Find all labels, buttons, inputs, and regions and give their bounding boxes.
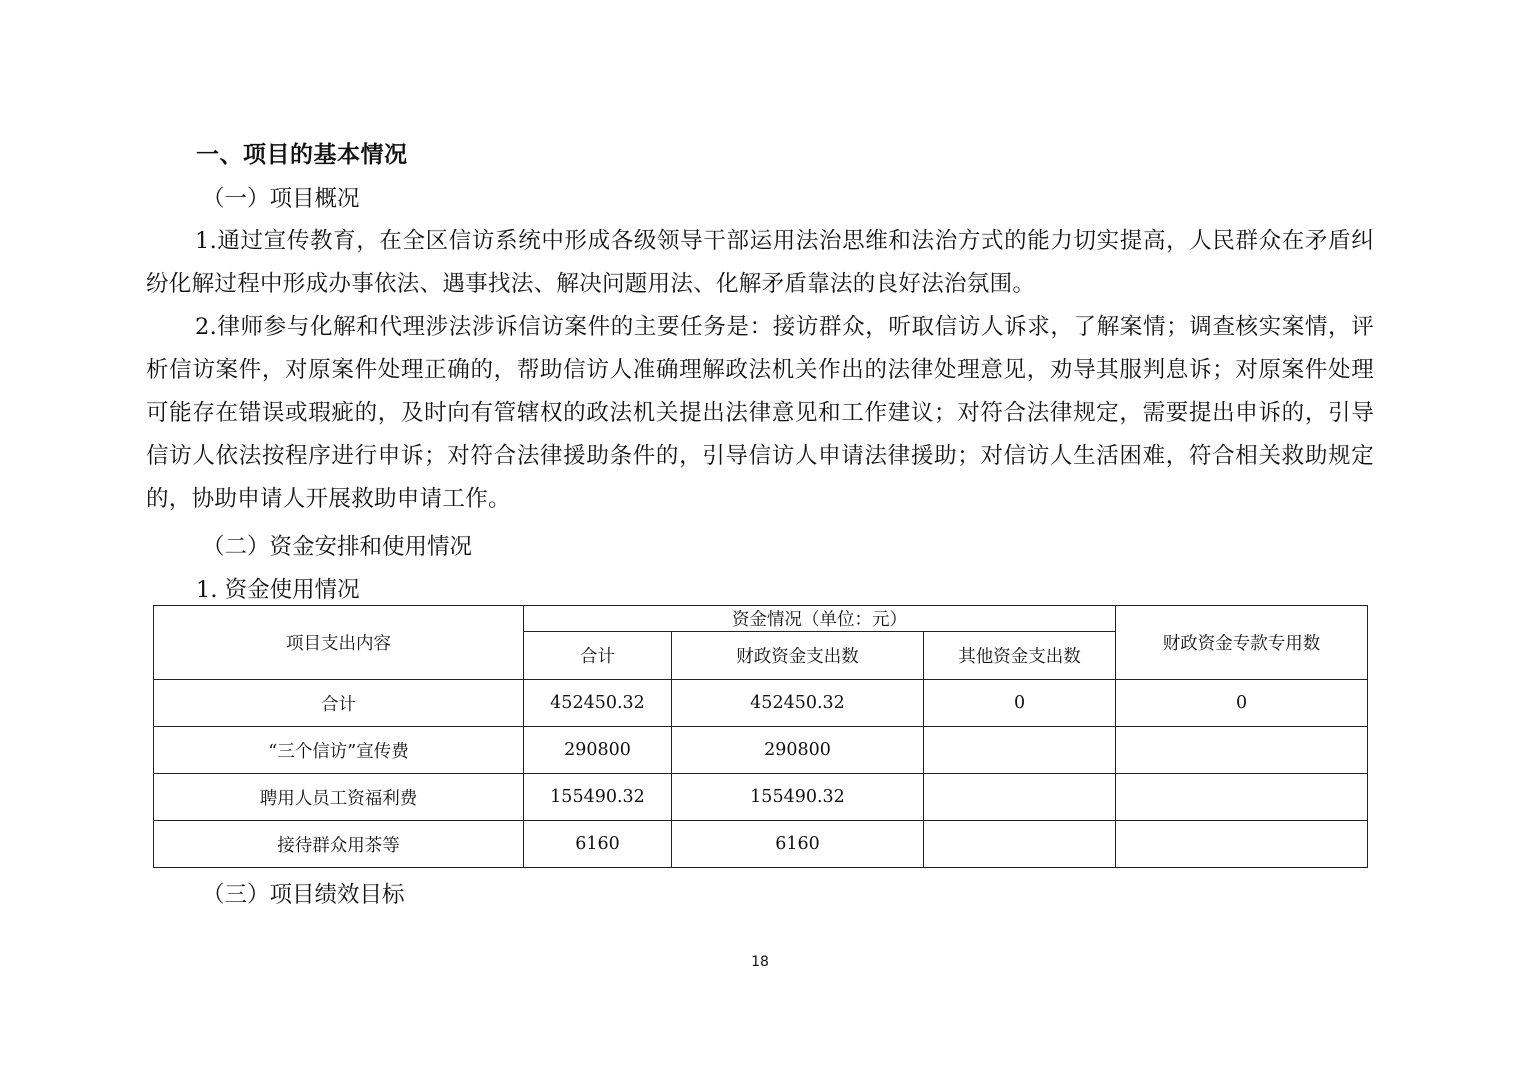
cell-other: 0 (924, 680, 1116, 727)
header-fund-group: 资金情况（单位：元） (524, 606, 1116, 632)
cell-special (1116, 821, 1368, 868)
cell-fiscal: 290800 (672, 727, 924, 774)
cell-other (924, 774, 1116, 821)
cell-fiscal: 6160 (672, 821, 924, 868)
header-total: 合计 (524, 632, 672, 680)
cell-total: 452450.32 (524, 680, 672, 727)
cell-other (924, 821, 1116, 868)
subsection-overview: （一）项目概况 (202, 186, 360, 212)
cell-special: 0 (1116, 680, 1368, 727)
table-row (154, 774, 1368, 821)
paragraph-1: 1.通过宣传教育，在全区信访系统中形成各级领导干部运用法治思维和法治方式的能力切实提高，人民群众在矛盾纠纷化解过程中形成办事依法、遇事找法、解决问题用法、化解矛盾靠法的良好法治氛围。 (146, 228, 1374, 297)
subsection-funding-usage: 1. 资金使用情况 (196, 577, 360, 603)
cell-fiscal: 452450.32 (672, 680, 924, 727)
subsection-performance-goals: （三）项目绩效目标 (202, 882, 405, 908)
paragraph-2: 2.律师参与化解和代理涉法涉诉信访案件的主要任务是：接访群众，听取信访人诉求，了解案情；调查核实案情，评析信访案件，对原案件处理正确的，帮助信访人准确理解政法机关作出的法律处理意见，劝导其服判息诉；对原案件处理可能存在错误或瑕疵的，及时向有管辖权的政法机关提出法律意见和工作建议；对符合法律规定，需要提出申诉的，引导信访人依法按程序进行申诉；对符合法律援助条件的，引导信访人申请法律援助；对信访人生活困难，符合相关救助规定的，协助申请人开展救助申请工作。 (146, 314, 1374, 512)
table-row (154, 727, 1368, 774)
header-other: 其他资金支出数 (924, 632, 1116, 680)
funding-table (153, 605, 1368, 868)
page-number: 18 (751, 954, 769, 970)
header-item: 项目支出内容 (154, 606, 524, 680)
table-row (154, 680, 1368, 727)
cell-special (1116, 727, 1368, 774)
subsection-funding: （二）资金安排和使用情况 (202, 534, 473, 560)
table-row (154, 821, 1368, 868)
header-fiscal: 财政资金支出数 (672, 632, 924, 680)
header-special: 财政资金专款专用数 (1116, 606, 1368, 680)
cell-total: 290800 (524, 727, 672, 774)
cell-fiscal: 155490.32 (672, 774, 924, 821)
cell-item: “三个信访”宣传费 (154, 727, 524, 774)
cell-total: 155490.32 (524, 774, 672, 821)
cell-item: 聘用人员工资福利费 (154, 774, 524, 821)
cell-item: 合计 (154, 680, 524, 727)
section-heading: 一、项目的基本情况 (196, 142, 408, 168)
cell-special (1116, 774, 1368, 821)
cell-item: 接待群众用茶等 (154, 821, 524, 868)
cell-total: 6160 (524, 821, 672, 868)
cell-other (924, 727, 1116, 774)
